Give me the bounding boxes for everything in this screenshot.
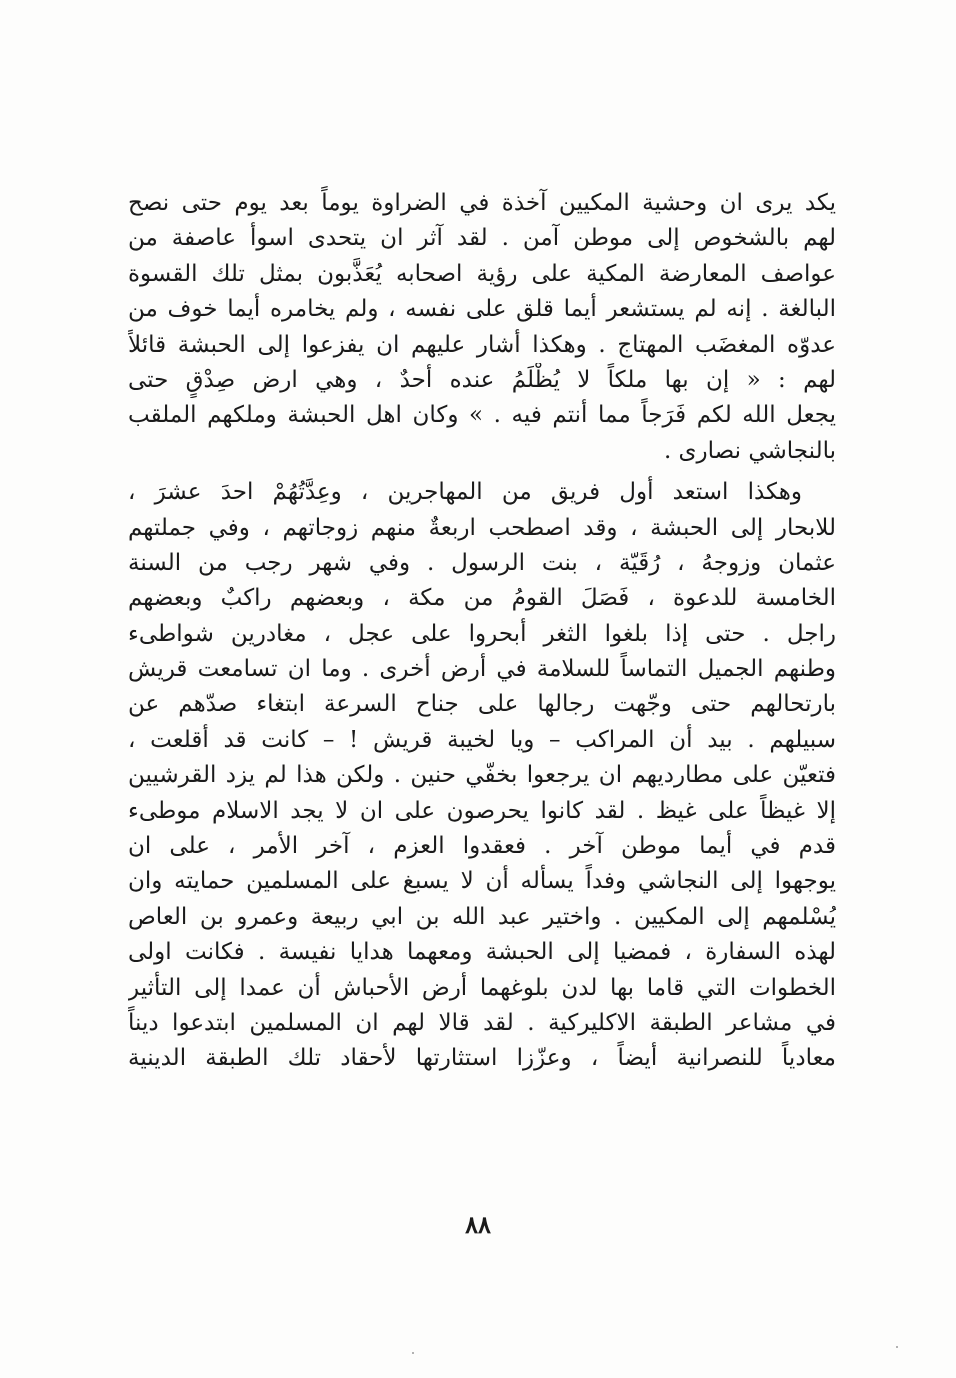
scan-speck — [412, 1352, 414, 1354]
text-line: عدوّه المغضَب المهتاج . وهكذا أشار عليهم ان يفزعوا إلى الحبشة قائلاً — [128, 331, 836, 358]
text-line: البالغة . إنه لم يستشعر أيما قلق على نفسه ، ولم يخامره أيما خوف من — [128, 296, 836, 323]
paragraph-2 — [128, 475, 836, 1077]
text-line: يوجهوا إلى النجاشي وفداً يسأله أن لا يسبغ على المسلمين حمايته وان — [128, 868, 836, 895]
text-line: الخامسة للدعوة ، فَصَلَ القومُ من مكة ، وبعضهم راكبٌ وبعضهم — [128, 585, 836, 612]
text-line: بالنجاشي نصارى . — [663, 437, 836, 464]
text-line: راجل . حتى إذا بلغوا الثغر أبحروا على عجل ، مغادرين شواطىء — [128, 620, 836, 647]
body-text — [128, 186, 836, 1077]
text-line: يُسْلمهم إلى المكيين . واختير عبد الله بن ابي ربيعة وعمرو بن العاص — [128, 903, 836, 930]
text-line: لهذه السفارة ، فمضيا إلى الحبشة ومعهما هدايا نفيسة . فكانت اولى — [128, 939, 836, 966]
text-line: إلا غيظاً على غيظ . لقد كانوا يحرصون على ان لا يجد الاسلام موطىء — [128, 797, 836, 824]
text-line: يجعل الله لكم فَرَجاً مما أنتم فيه . » وكان اهل الحبشة وملكهم الملقب — [128, 402, 836, 429]
page-number: ٨٨ — [465, 1210, 491, 1239]
text-line: وهكذا استعد أول فريق من المهاجرين ، وعِدَّتُهُمْ احدَ عشرَ ، — [128, 479, 802, 506]
text-line: في مشاعر الطبقة الاكليركية . لقد قالا لهم ان المسلمين ابتدعوا ديناً — [128, 1009, 836, 1036]
text-line: لهم : « إن بها ملكاً لا يُظْلَمُ عنده أحدٌ ، وهي ارض صِدْقٍ حتى — [128, 366, 836, 393]
text-line: قدم في أيما موطن آخر . فعقدوا العزم ، آخر الأمر ، على ان — [128, 833, 836, 860]
text-line: عثمان وزوجهُ ، رُقَيّة ، بنت الرسول . وفي شهر رجب من السنة — [128, 549, 836, 576]
text-line: يكد يرى ان وحشية المكيين آخذة في الضراوة يوماً بعد يوم حتى نصح — [128, 190, 836, 216]
text-line: الخطوات التي قاما بها لدن بلوغهما أرض الأحباش أن عمدا إلى التأثير — [128, 974, 836, 1001]
text-line: لهم بالشخوص إلى موطن آمن . لقد آثر ان يتحدى اسوأ عاصفة من — [128, 225, 836, 252]
paragraph-1 — [128, 186, 836, 469]
text-line: سبيلهم . بيد أن المراكب – ويا لخيبة قريش ! – كانت قد أقلعت ، — [128, 726, 836, 753]
text-line: بارتحالهم حتى وجّهت رجالها على جناح السرعة ابتغاء صدّهم عن — [128, 691, 836, 718]
text-line: وطنهم الجميل التماساً للسلامة في أرض أخرى . وما ان تسامعت قريش — [128, 656, 836, 683]
text-line: معادياً للنصرانية أيضاً ، وعزّزا استثارتها لأحقاد تلك الطبقة الدينية — [128, 1045, 836, 1072]
text-line: للابحار إلى الحبشة ، وقد اصطحب اربعةٌ منهم زوجاتهم ، وفي جملتهم — [128, 514, 836, 541]
text-line: عواصف المعارضة المكية على رؤية اصحابه يُعَذَّبون بمثل تلك القسوة — [128, 260, 836, 287]
scan-speck — [896, 1346, 898, 1348]
text-line: فتعيّن على مطارديهم ان يرجعوا بخفّي حنين . ولكن هذا لم يزد القرشيين — [128, 762, 836, 789]
